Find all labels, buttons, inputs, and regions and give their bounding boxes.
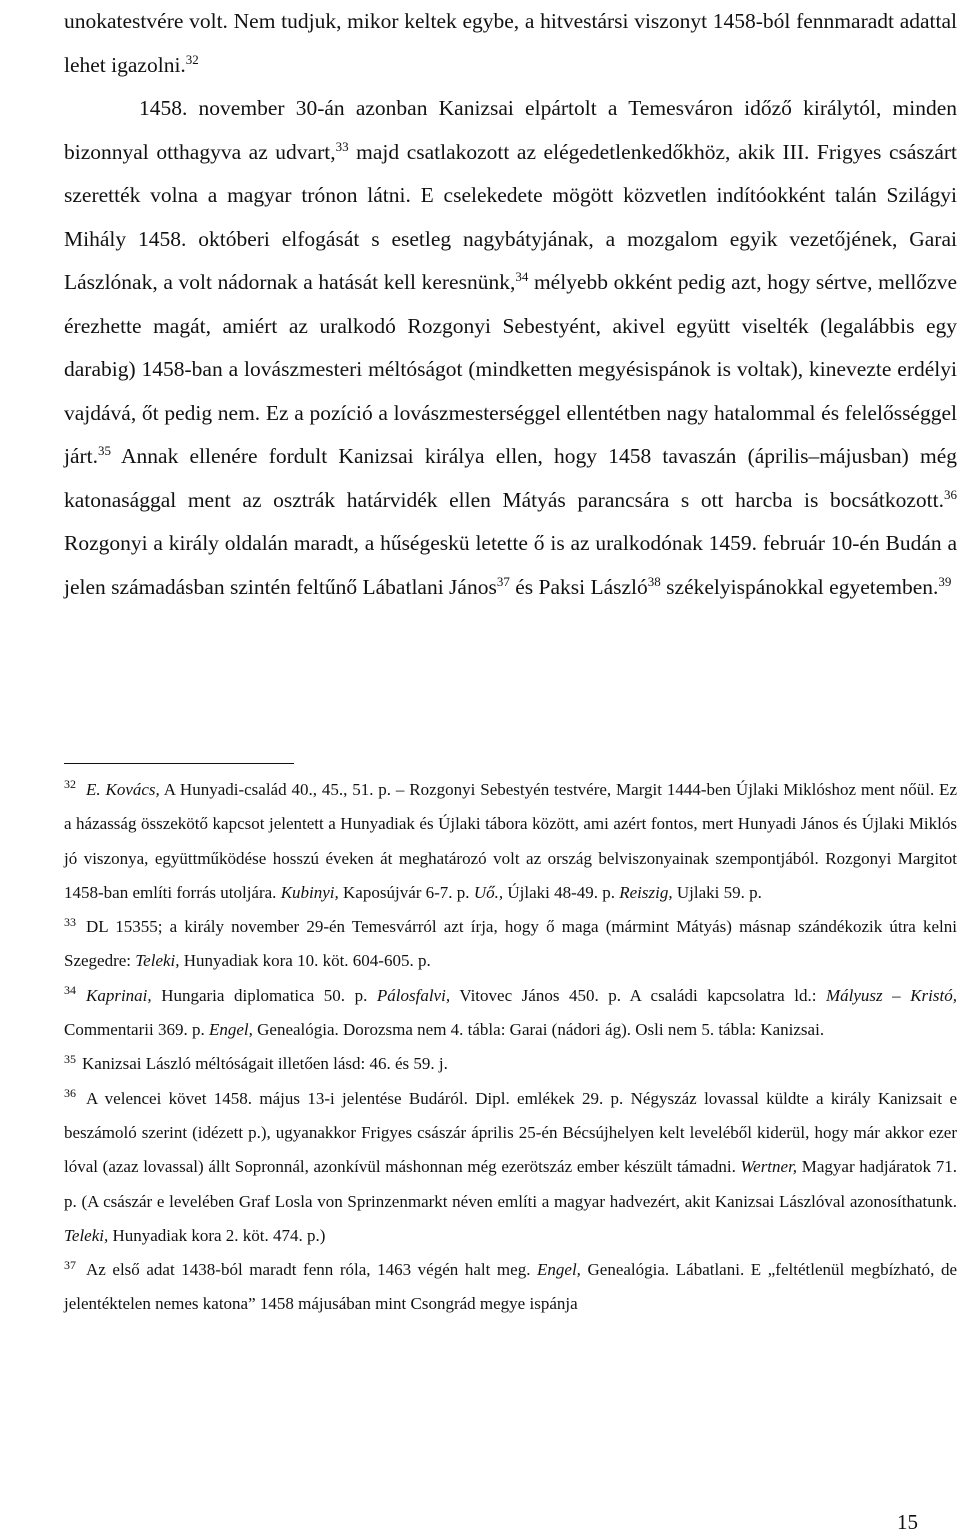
main-text: [64, 0, 957, 609]
paragraph-1: unokatestvére volt. Nem tudjuk, mikor keltek egybe, a hitvestársi viszonyt 1458-ból fennmaradt adattal lehet igazolni.$^{32}$: [64, 9, 957, 77]
footnote-37: $^{37}$ Az első adat 1438-ból maradt fenn róla, 1463 végén halt meg. Engel, Genealógia. Lábatlani. E „feltétlenül megbízható, de jelentéktelen nemes katona” 1458 májusában mint Csongrád megye ispánja: [64, 1257, 957, 1314]
footnote-ref-38[interactable]: 38: [647, 573, 661, 589]
body-text: [64, 0, 957, 609]
footnote-33: $^{33}$ DL 15355; a király november 29-én Temesvárról azt írja, hogy ő maga (mármint Mátyás) másnap szándékozik útra kelni Szegedre: Teleki, Hunyadiak kora 10. köt. 604-605. p.: [64, 914, 957, 971]
footnote-35: $^{35}$ Kanizsai László méltóságait illetően lásd: 46. és 59. j.: [64, 1051, 448, 1074]
footnotes: [64, 773, 957, 1322]
footnote-number: 35: [64, 1051, 76, 1066]
footnote-number: 36: [64, 1086, 76, 1101]
footnote-36: $^{36}$ A velencei követ 1458. május 13-i jelentése Budáról. Dipl. emlékek 29. p. Négyszáz lovassal küldte a király Kanizsait e beszámoló szerint (idézett p.), ugyanakkor Frigyes császár április 25-én Bécsújhelyen kelt leveléből kiderül, hogy már akkor ezer lóval (azaz lovassal) állt Sopronnál, azonkívül máshonnan még ezerötszáz ember készült támadni. Wertner, Magyar hadjáratok 71. p. (A császár e levelében Graf Losla von Sprinzenmarkt néven említi a magyar hadvezért, akit Kanizsai Lászlóval azonosíthatunk. Teleki, Hunyadiak kora 2. köt. 474. p.): [64, 1086, 957, 1245]
paragraph-2: 1458. november 30-án azonban Kanizsai elpártolt a Temesváron időző királytól, minden bizonnyal otthagyva az udvart,$^{33}$ majd csatlakozott az elégedetlenkedőkhöz, akik III. Frigyes császárt szerették volna a magyar trónon látni. E cselekedete mögött közvetlen indítóokként talán Szilágyi Mihály 1458. októberi elfogását s esetleg nagybátyjának, a mozgalom egyik vezetőjének, Garai Lászlónak, a volt nádornak a hatását kell keresnünk,$^{34}$ mélyebb okként pedig azt, hogy sértve, mellőzve érezhette magát, amiért az uralkodó Rozgonyi Sebestyént, akivel együtt viselték (legalábbis egy darabig) 1458-ban a lovászmesteri méltóságot (mindketten megyésispánok is voltak), kinevezte erdélyi vajdává, őt pedig nem. Ez a pozíció a lovászmesterséggel ellentétben nagy hatalommal és felelősséggel járt.$^{35}$ Annak ellenére fordult Kanizsai királya ellen, hogy 1458 tavaszán (április–májusban) még katonasággal ment az osztrák határvidék ellen Mátyás parancsára s ott harcba is bocsátkozott.$^{36}$ Rozgonyi a király oldalán maradt, a hűségeskü letette ő is az uralkodónak 1459. február 10-én Budán a jelen számadásban szintén feltűnő Lábatlani János$^{37}$ és Paksi László$^{38}$ székelyispánokkal egyetemben.$^{39}$: [64, 96, 958, 599]
footnote-32: $^{32}$ E. Kovács, A Hunyadi-család 40., 45., 51. p. – Rozgonyi Sebestyén testvére, Margit 1444-ben Újlaki Miklóshoz ment nőül. Ez a házasság összekötő kapcsot jelentett a Hunyadiak és Újlaki tábora között, ami azért fontos, mert Hunyadi János és Újlaki Miklós jó viszonya, együttműködése hosszú éveken át meghatározó volt az ország belviszonyainak szempontjából. Rozgonyi Margitot 1458-ban említi forrás utoljára. Kubinyi, Kaposújvár 6-7. p. Uő., Újlaki 48-49. p. Reiszig, Ujlaki 59. p.: [64, 777, 957, 902]
footnote-34: $^{34}$ Kaprinai, Hungaria diplomatica 50. p. Pálosfalvi, Vitovec János 450. p. A családi kapcsolatra ld.: Mályusz – Kristó, Commentarii 369. p. Engel, Genealógia. Dorozsma nem 4. tábla: Garai (nádori ág). Osli nem 5. tábla: Kanizsai.: [64, 983, 957, 1040]
footnote-ref-35[interactable]: 35: [98, 442, 112, 458]
footnote-number: 37: [64, 1257, 76, 1272]
footnote-separator: [64, 763, 294, 764]
footnote-number: 33: [64, 914, 76, 929]
footnote-number: 32: [64, 777, 76, 792]
footnote-number: 34: [64, 983, 76, 998]
footnote-ref-39[interactable]: 39: [938, 573, 952, 589]
footnote-ref-32[interactable]: 32: [185, 51, 199, 67]
page-number: 15: [897, 1510, 918, 1534]
footnote-ref-33[interactable]: 33: [335, 138, 349, 154]
footnote-ref-34[interactable]: 34: [515, 268, 529, 284]
footnote-ref-37[interactable]: 37: [496, 573, 510, 589]
footnote-ref-36[interactable]: 36: [944, 486, 957, 502]
